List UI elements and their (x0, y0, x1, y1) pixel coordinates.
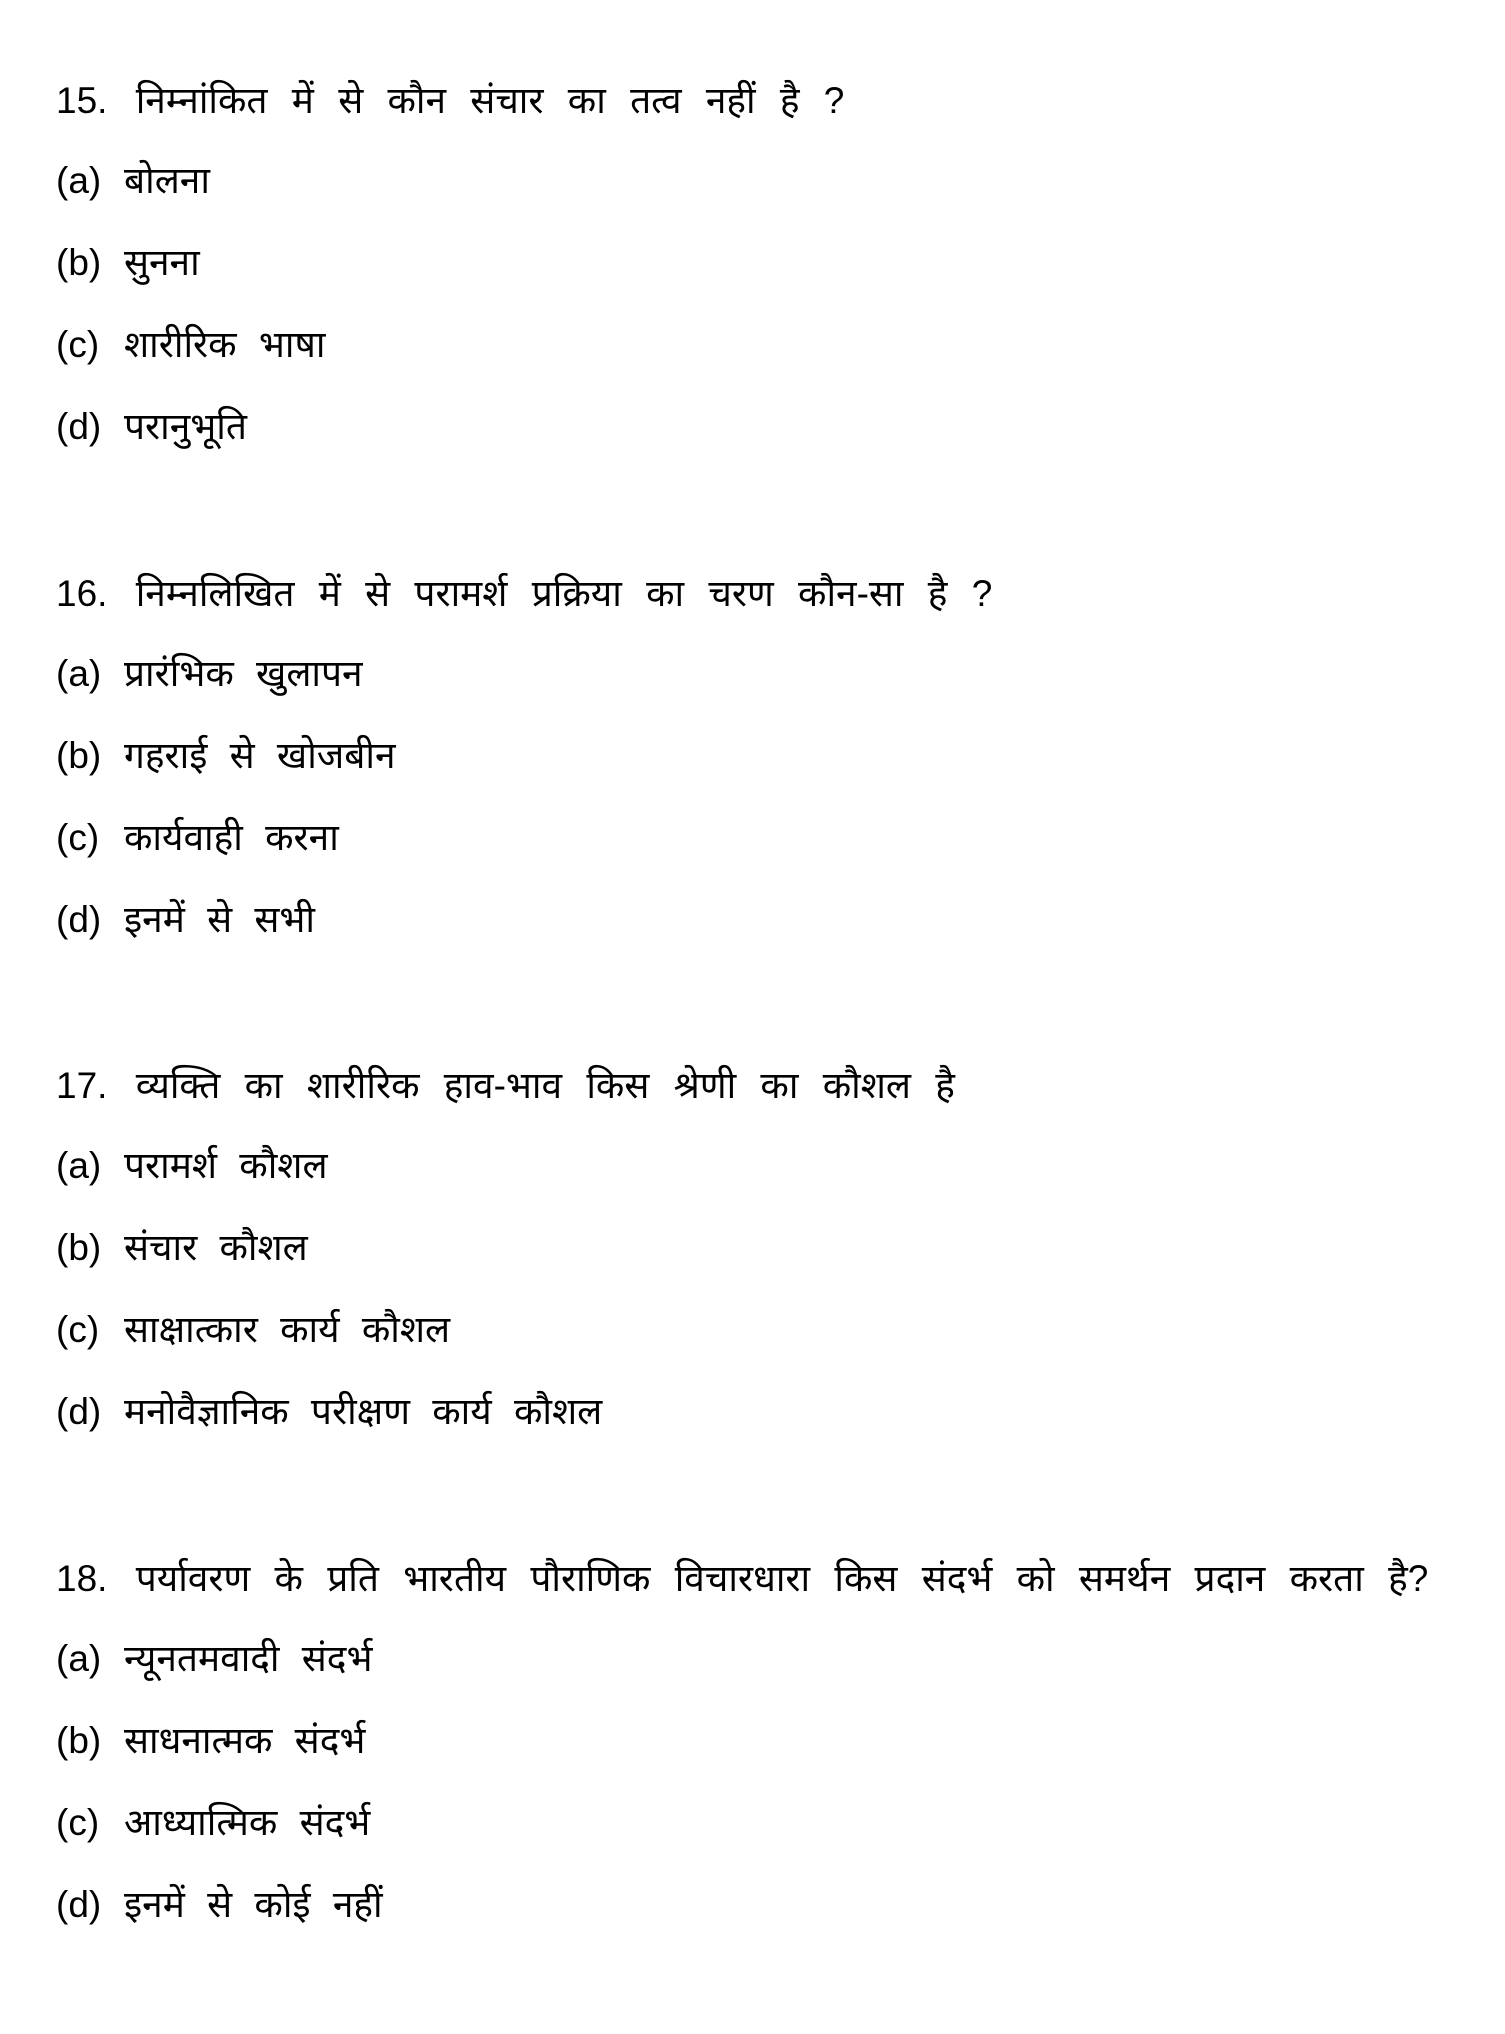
option-label: (c) (56, 1802, 100, 1843)
option-text: इनमें से कोई नहीं (124, 1884, 383, 1925)
option-text: सुनना (124, 242, 200, 283)
option-text: बोलना (124, 160, 210, 201)
option-label: (b) (56, 735, 102, 776)
option-b (56, 222, 1456, 304)
option-label: (d) (56, 406, 102, 447)
option-label: (a) (56, 653, 102, 694)
option-label: (d) (56, 1391, 102, 1432)
option-label: (c) (56, 1309, 100, 1350)
option-b (56, 715, 1456, 797)
option-text: परामर्श कौशल (124, 1145, 328, 1186)
option-list (56, 1618, 1456, 1946)
option-a (56, 1125, 1456, 1207)
option-c (56, 1782, 1456, 1864)
option-label: (b) (56, 1720, 102, 1761)
option-label: (d) (56, 899, 102, 940)
question-number: 15. (56, 80, 108, 121)
option-text: न्यूनतमवादी संदर्भ (124, 1638, 373, 1679)
option-list (56, 1125, 1456, 1453)
question-number: 18. (56, 1558, 108, 1599)
option-text: साधनात्मक संदर्भ (124, 1720, 366, 1761)
option-label: (c) (56, 817, 100, 858)
question-stem (56, 70, 1456, 132)
question-number: 16. (56, 573, 108, 614)
option-c (56, 1289, 1456, 1371)
option-label: (b) (56, 1227, 102, 1268)
option-text: इनमें से सभी (124, 899, 316, 940)
option-label: (c) (56, 324, 100, 365)
question-text: पर्यावरण के प्रति भारतीय पौराणिक विचारधारा किस संदर्भ को समर्थन प्रदान करता है? (135, 1558, 1429, 1599)
option-text: कार्यवाही करना (124, 817, 339, 858)
option-list (56, 633, 1456, 961)
option-b (56, 1700, 1456, 1782)
option-label: (b) (56, 242, 102, 283)
question-text: निम्नलिखित में से परामर्श प्रक्रिया का चरण कौन-सा है ? (135, 573, 993, 614)
question-stem (56, 563, 1456, 625)
question-number: 17. (56, 1065, 108, 1106)
question-15 (56, 70, 1456, 468)
option-c (56, 304, 1456, 386)
option-text: परानुभूति (124, 406, 247, 447)
question-stem (56, 1548, 1456, 1610)
option-label: (a) (56, 1145, 102, 1186)
option-d (56, 1371, 1456, 1453)
option-list (56, 140, 1456, 468)
option-label: (a) (56, 1638, 102, 1679)
question-16 (56, 563, 1456, 961)
option-a (56, 633, 1456, 715)
question-text: निम्नांकित में से कौन संचार का तत्व नहीं है ? (135, 80, 845, 121)
option-text: साक्षात्कार कार्य कौशल (124, 1309, 451, 1350)
option-text: गहराई से खोजबीन (124, 735, 396, 776)
option-a (56, 1618, 1456, 1700)
question-stem (56, 1055, 1456, 1117)
option-label: (d) (56, 1884, 102, 1925)
option-text: शारीरिक भाषा (124, 324, 326, 365)
option-label: (a) (56, 160, 102, 201)
option-d (56, 879, 1456, 961)
option-d (56, 386, 1456, 468)
question-text: व्यक्ति का शारीरिक हाव-भाव किस श्रेणी का कौशल है (135, 1065, 955, 1106)
option-text: संचार कौशल (124, 1227, 308, 1268)
option-text: प्रारंभिक खुलापन (124, 653, 363, 694)
option-text: आध्यात्मिक संदर्भ (124, 1802, 371, 1843)
option-a (56, 140, 1456, 222)
question-17 (56, 1055, 1456, 1453)
option-d (56, 1864, 1456, 1946)
option-text: मनोवैज्ञानिक परीक्षण कार्य कौशल (124, 1391, 603, 1432)
question-18 (56, 1548, 1456, 1946)
option-c (56, 797, 1456, 879)
option-b (56, 1207, 1456, 1289)
